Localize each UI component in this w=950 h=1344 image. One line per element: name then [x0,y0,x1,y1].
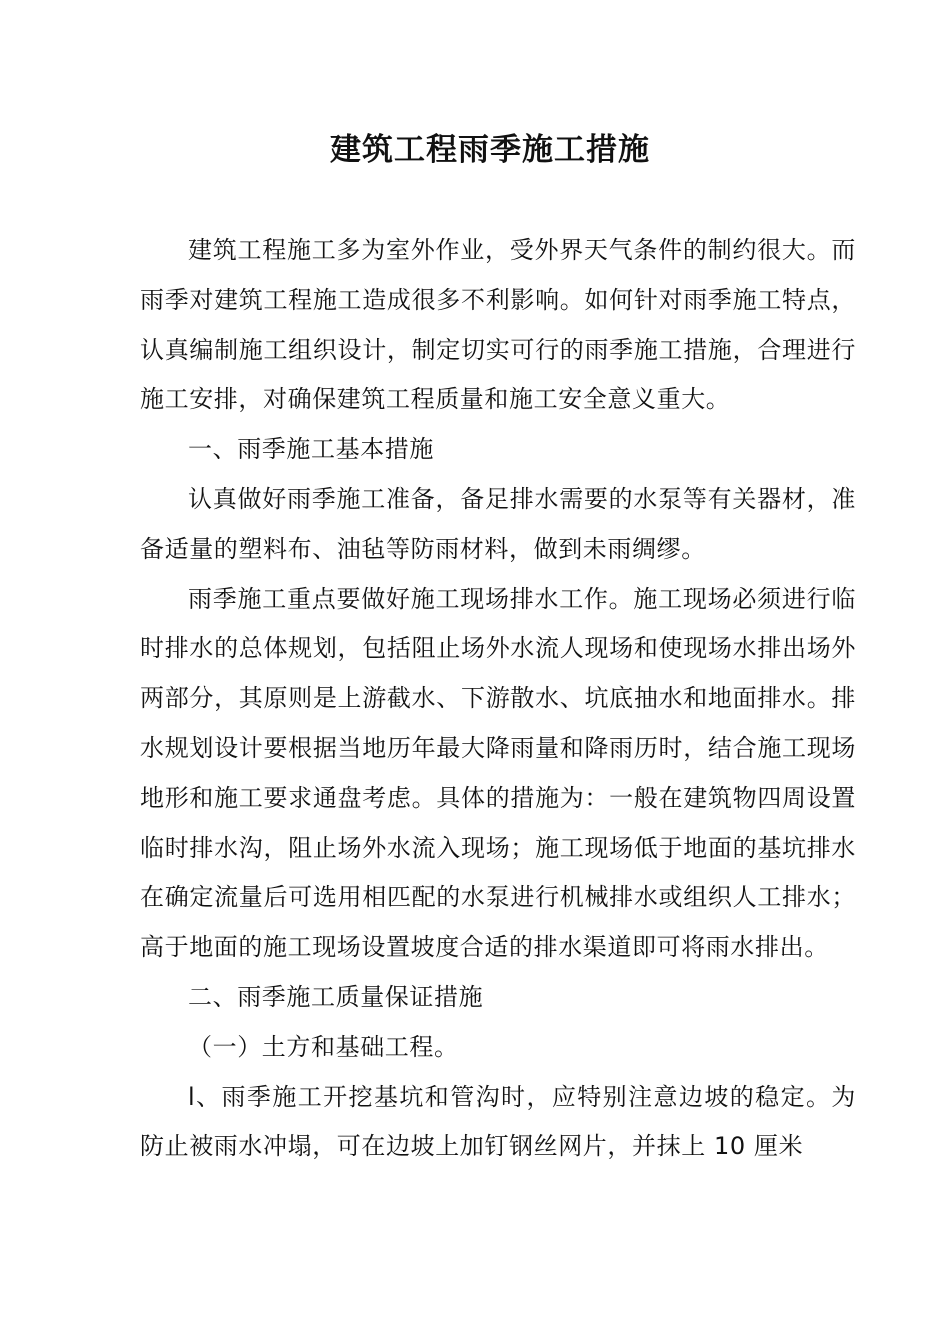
drainage-paragraph: 雨季施工重点要做好施工现场排水工作。施工现场必须进行临时排水的总体规划，包括阻止场外水流人现场和使现场水排出场外两部分，其原则是上游截水、下游散水、坑底抽水和地面排水。排水规划设计要根据当地历年最大降雨量和降雨历时，结合施工现场地形和施工要求通盘考虑。具体的措施为：一般在建筑物四周设置临时排水沟，阻止场外水流入现场；施工现场低于地面的基坑排水在确定流量后可选用相匹配的水泵进行机械排水或组织人工排水；高于地面的施工现场设置坡度合适的排水渠道即可将雨水排出。 [140,584,856,962]
section-heading-basic-measures: 一、雨季施工基本措施 [188,435,434,464]
document-title: 建筑工程雨季施工措施 [330,132,650,168]
preparation-paragraph: 认真做好雨季施工准备，备足排水需要的水泵等有关器材，准备适量的塑料布、油毡等防雨材料，做到未雨绸缪。 [140,484,856,563]
section-heading-quality-measures: 二、雨季施工质量保证措施 [188,982,484,1011]
subsection-heading-earthwork: （一）土方和基础工程。 [188,1032,459,1061]
intro-paragraph: 建筑工程施工多为室外作业，受外界天气条件的制约很大。而雨季对建筑工程施工造成很多不利影响。如何针对雨季施工特点，认真编制施工组织设计，制定切实可行的雨季施工措施，合理进行施工安排，对确保建筑工程质量和施工安全意义重大。 [140,236,856,414]
earthwork-item-1: l、雨季施工开挖基坑和管沟时，应特别注意边坡的稳定。为防止被雨水冲塌，可在边坡上加钉钢丝网片，并抹上 10 厘米 [140,1082,856,1161]
document-body [140,226,856,1172]
